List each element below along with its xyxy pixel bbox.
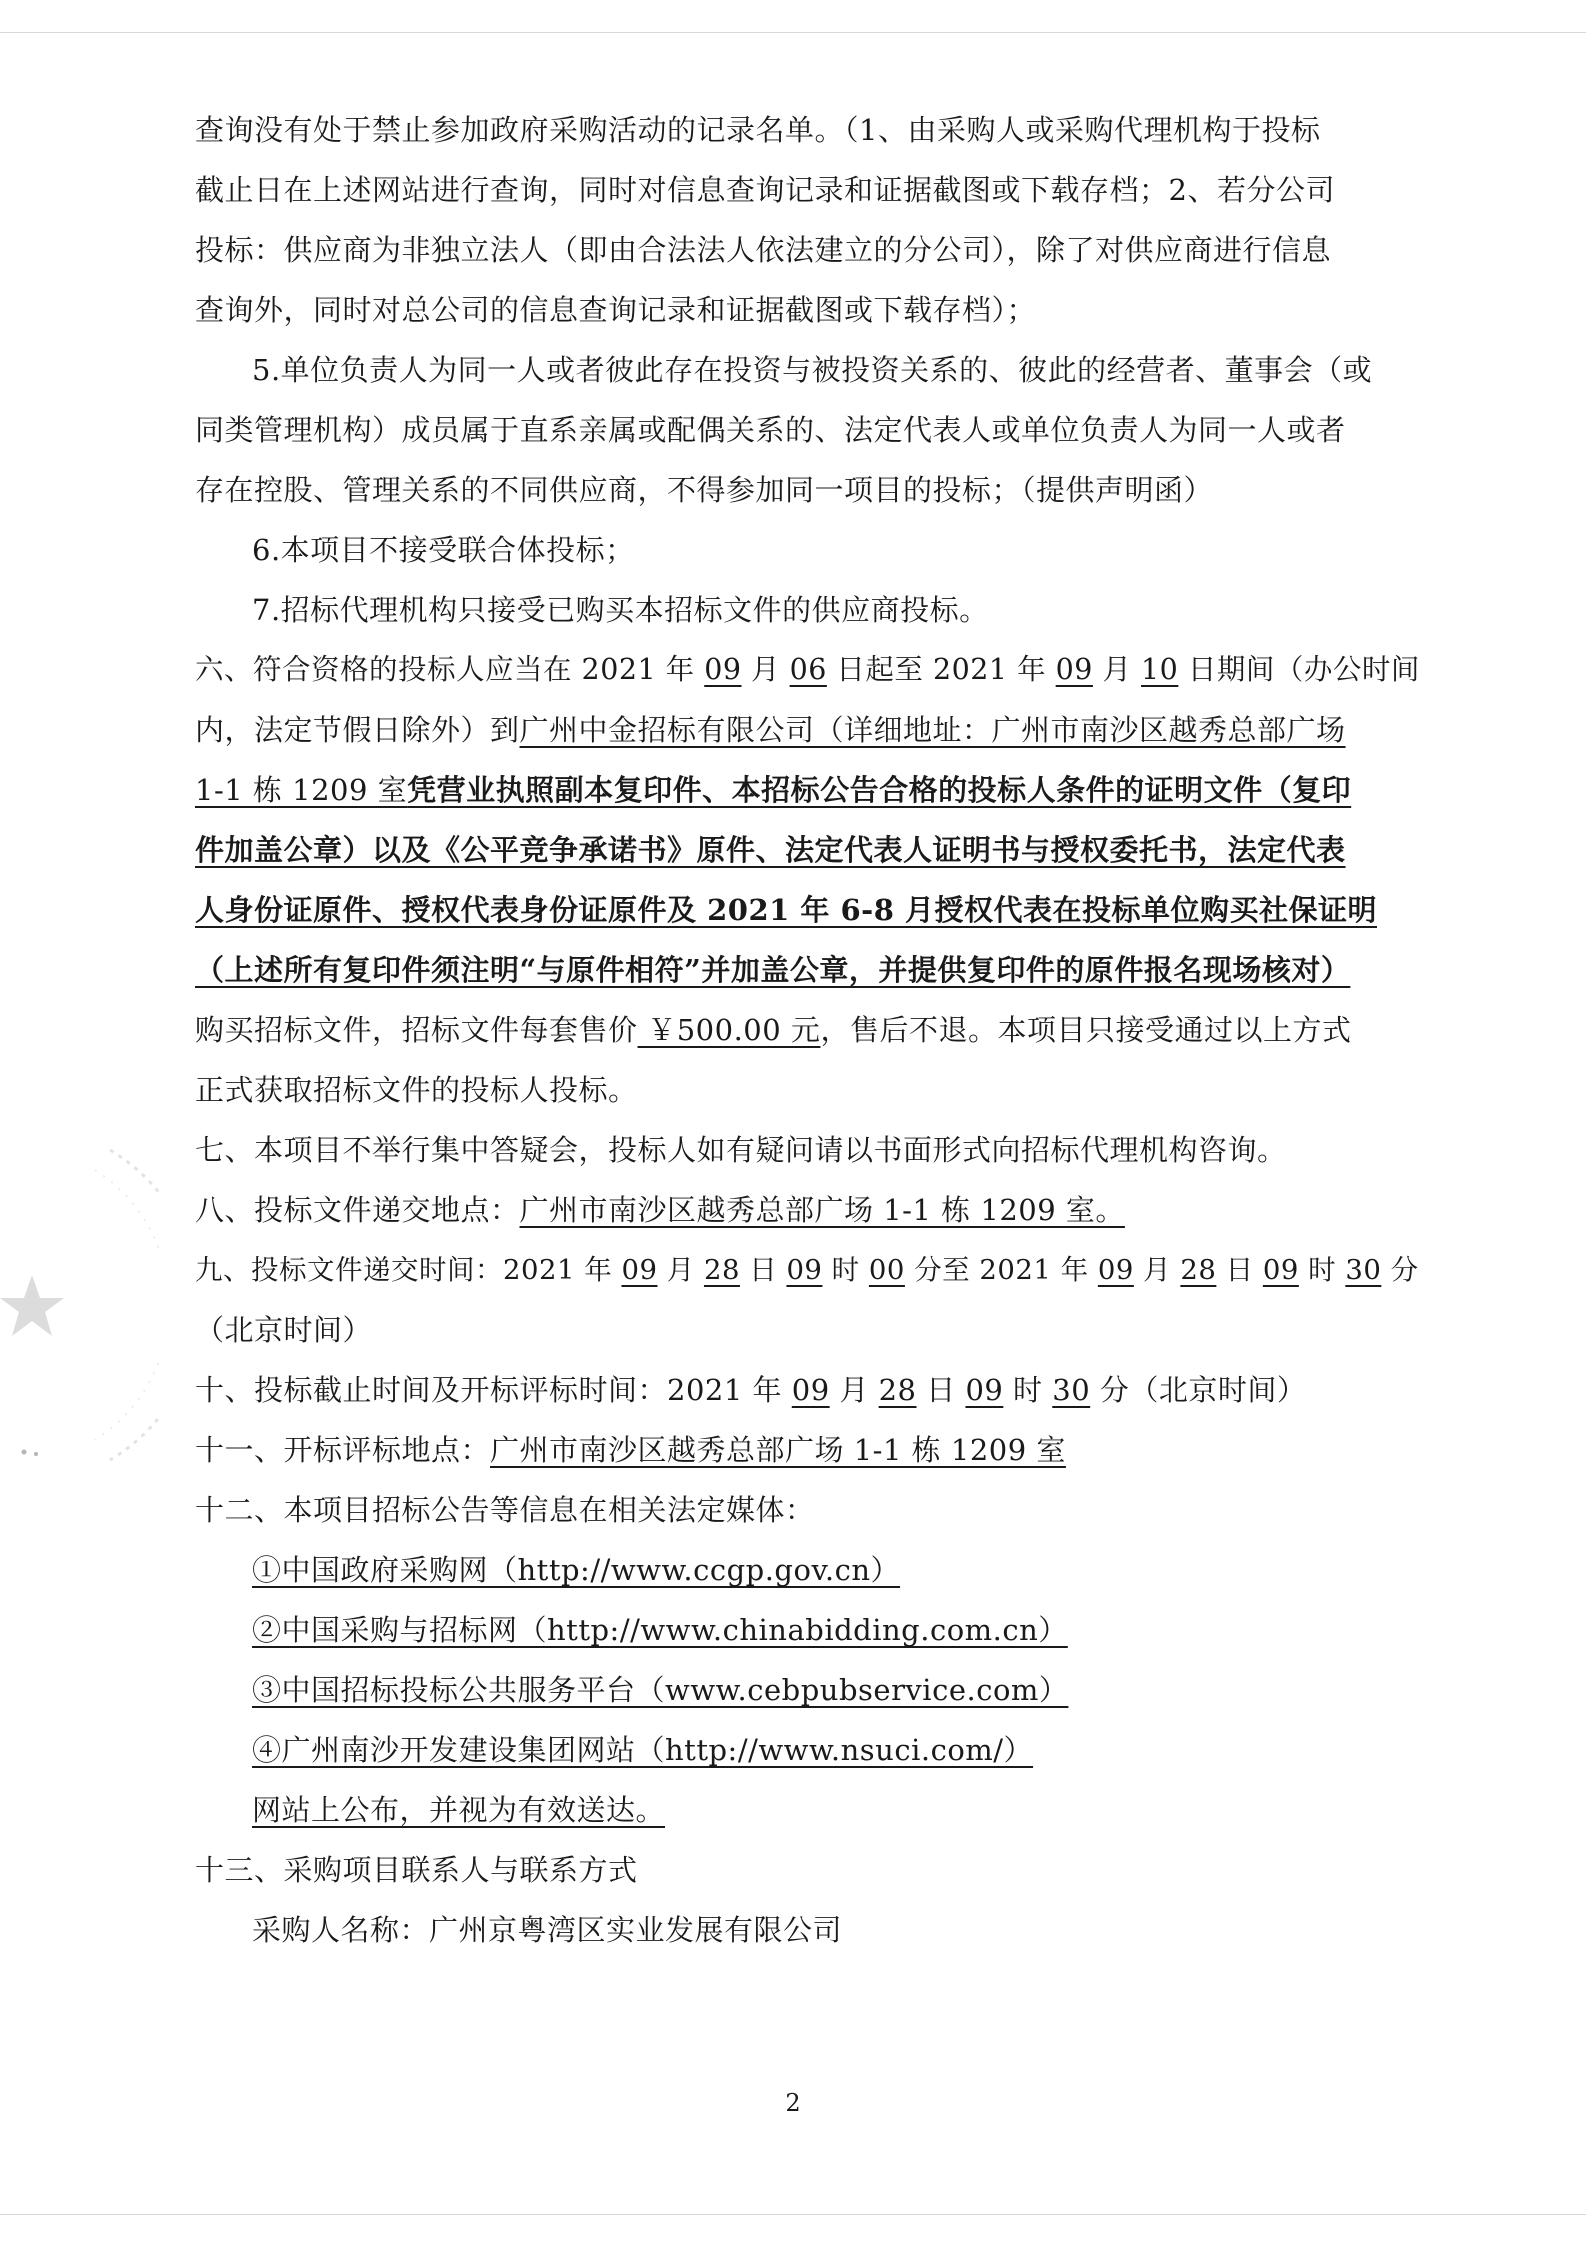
- text-line: [252, 530, 635, 570]
- text-segment: 广州市南沙区越秀总部广场 1-1 栋 1209 室: [490, 1433, 1066, 1467]
- text-segment: 截止日在上述网站进行查询，同时对信息查询记录和证据截图或下载存档；2、若分公司: [195, 173, 1335, 207]
- text-segment: 日: [1216, 1254, 1263, 1286]
- text-segment: ，售后不退。本项目只接受通过以上方式: [820, 1013, 1352, 1047]
- text-segment: 月: [1092, 653, 1142, 686]
- text-segment: 06: [789, 653, 827, 686]
- text-line: [252, 350, 1372, 390]
- text-segment: 日起至 2021 年: [826, 653, 1056, 686]
- text-segment: 查询外，同时对总公司的信息查询记录和证据截图或下载存档）；: [195, 293, 1037, 327]
- text-segment: 日期间（办公时间: [1178, 653, 1420, 686]
- text-line: [252, 1910, 842, 1950]
- text-segment: 30: [1345, 1254, 1382, 1286]
- text-line: [195, 170, 1335, 210]
- text-segment: 十、投标截止时间及开标评标时间：2021 年: [195, 1373, 792, 1407]
- text-segment: 时: [1003, 1373, 1053, 1407]
- text-segment: 5.单位负责人为同一人或者彼此存在投资与被投资关系的、彼此的经营者、董事会（或: [252, 353, 1373, 387]
- text-segment: 10: [1141, 653, 1179, 686]
- text-line: [195, 770, 1351, 810]
- text-segment: 7.招标代理机构只接受已购买本招标文件的供应商投标。: [252, 593, 989, 627]
- text-line: [252, 590, 989, 630]
- text-line: [252, 1730, 1033, 1770]
- text-line: [252, 1670, 1068, 1710]
- text-segment: ④广州南沙开发建设集团网站（http://www.nsuci.com/）: [252, 1733, 1034, 1767]
- text-segment: 28: [703, 1254, 740, 1286]
- text-segment: ③中国招标投标公共服务平台（www.cebpubservice.com）: [252, 1673, 1069, 1707]
- text-line: [195, 290, 1036, 330]
- text-segment: 八、投标文件递交地点：: [195, 1193, 520, 1227]
- text-segment: 时: [1298, 1254, 1346, 1286]
- text-segment: 时: [822, 1254, 869, 1286]
- text-segment: （上述所有复印件须注明“与原件相符”并加盖公章，并提供复印件的原件报名现场核对）: [195, 953, 1351, 987]
- text-line: [252, 1790, 665, 1830]
- text-segment: 00: [868, 1254, 905, 1286]
- text-line: [252, 1550, 900, 1590]
- text-segment: 月: [1133, 1254, 1181, 1286]
- text-line: [195, 890, 1377, 930]
- text-line: [195, 1190, 1125, 1230]
- text-segment: 十一、开标评标地点：: [195, 1433, 491, 1467]
- text-line: [195, 1370, 1306, 1410]
- text-segment: 月: [741, 653, 790, 686]
- text-segment: 十三、采购项目联系人与联系方式: [195, 1853, 638, 1887]
- text-line: [195, 230, 1331, 270]
- text-segment: 1-1 栋 1209 室: [195, 773, 408, 807]
- text-segment: 09: [786, 1254, 823, 1286]
- text-segment: 09: [621, 1254, 658, 1286]
- text-segment: 09: [704, 653, 742, 686]
- text-segment: 查询没有处于禁止参加政府采购活动的记录名单。（1、由采购人或采购代理机构于投标: [195, 113, 1321, 147]
- text-segment: 月: [657, 1254, 704, 1286]
- text-segment: 09: [1055, 653, 1093, 686]
- text-line: [195, 1850, 638, 1890]
- text-segment: ￥500.00 元: [637, 1013, 821, 1047]
- text-segment: 09: [965, 1373, 1004, 1407]
- text-line: [195, 1250, 1419, 1290]
- text-segment: 28: [878, 1373, 917, 1407]
- seal-stamp-fragment: [0, 1140, 160, 1470]
- text-segment: 日: [916, 1373, 966, 1407]
- text-segment: 月: [829, 1373, 879, 1407]
- text-segment: 28: [1180, 1254, 1217, 1286]
- text-line: [195, 1070, 638, 1110]
- text-segment: 30: [1052, 1373, 1091, 1407]
- text-segment: 广州市南沙区越秀总部广场 1-1 栋 1209 室。: [519, 1193, 1125, 1227]
- text-line: [195, 1130, 1287, 1170]
- text-segment: 日: [739, 1254, 787, 1286]
- page-number: 2: [785, 2089, 801, 2117]
- text-segment: 七、本项目不举行集中答疑会，投标人如有疑问请以书面形式向招标代理机构咨询。: [195, 1133, 1287, 1167]
- text-line: [195, 950, 1350, 990]
- text-segment: 09: [1097, 1254, 1134, 1286]
- text-segment: ①中国政府采购网（http://www.ccgp.gov.cn）: [252, 1553, 901, 1587]
- text-line: [195, 710, 1346, 750]
- text-segment: ②中国采购与招标网（http://www.chinabidding.com.cn）: [252, 1613, 1068, 1647]
- text-segment: （北京时间）: [195, 1313, 373, 1347]
- text-segment: 十二、本项目招标公告等信息在相关法定媒体：: [195, 1493, 815, 1527]
- text-segment: 网站上公布，并视为有效送达。: [252, 1793, 666, 1827]
- text-line: [195, 830, 1346, 870]
- text-segment: 件加盖公章）以及《公平竞争承诺书》原件、法定代表人证明书与授权委托书，法定代表: [195, 833, 1346, 867]
- text-segment: 六、符合资格的投标人应当在 2021 年: [195, 653, 705, 686]
- text-segment: 投标：供应商为非独立法人（即由合法法人依法建立的分公司），除了对供应商进行信息: [195, 233, 1332, 267]
- text-segment: 分: [1381, 1254, 1419, 1286]
- text-segment: 采购人名称：广州京粤湾区实业发展有限公司: [252, 1913, 843, 1947]
- text-line: [195, 1430, 1066, 1470]
- text-segment: 09: [791, 1373, 830, 1407]
- text-line: [195, 1010, 1351, 1050]
- text-line: [195, 1490, 815, 1530]
- text-line: [195, 410, 1346, 450]
- text-segment: 09: [1262, 1254, 1299, 1286]
- text-line: [195, 470, 1213, 510]
- text-segment: 分至 2021 年: [904, 1254, 1098, 1286]
- text-line: [252, 1610, 1068, 1650]
- text-segment: 6.本项目不接受联合体投标；: [252, 533, 635, 567]
- text-segment: 广州中金招标有限公司（详细地址：广州市南沙区越秀总部广场: [519, 713, 1346, 747]
- scan-edge-top: [0, 32, 1586, 33]
- text-segment: 购买招标文件，招标文件每套售价: [195, 1013, 638, 1047]
- text-segment: 人身份证原件、授权代表身份证原件及 2021 年 6-8 月授权代表在投标单位购买社保证明: [195, 893, 1377, 927]
- scan-edge-bottom: [0, 2214, 1586, 2215]
- text-line: [195, 110, 1320, 150]
- text-line: [195, 650, 1420, 690]
- text-segment: 正式获取招标文件的投标人投标。: [195, 1073, 638, 1107]
- text-segment: 凭营业执照副本复印件、本招标公告合格的投标人条件的证明文件（复印: [407, 773, 1352, 807]
- text-segment: 内，法定节假日除外）到: [195, 713, 520, 747]
- text-line: [195, 1310, 372, 1350]
- text-segment: 同类管理机构）成员属于直系亲属或配偶关系的、法定代表人或单位负责人为同一人或者: [195, 413, 1346, 447]
- text-segment: 九、投标文件递交时间：2021 年: [195, 1254, 622, 1286]
- text-segment: 存在控股、管理关系的不同供应商，不得参加同一项目的投标；（提供声明函）: [195, 473, 1214, 507]
- text-segment: 分（北京时间）: [1090, 1373, 1307, 1407]
